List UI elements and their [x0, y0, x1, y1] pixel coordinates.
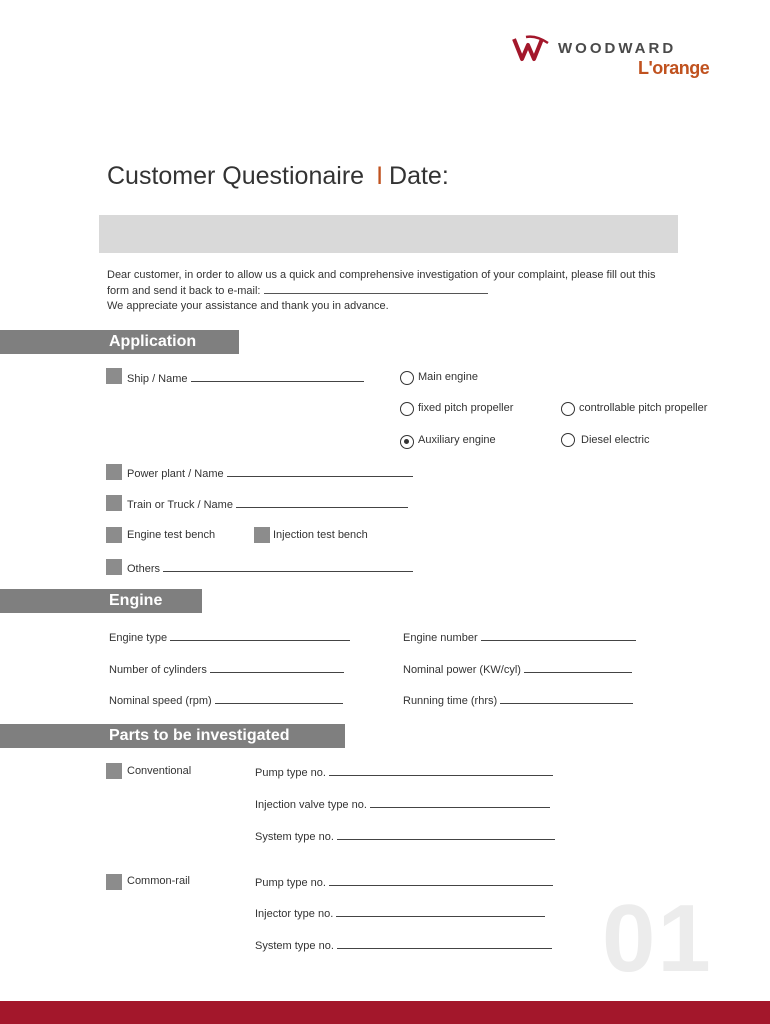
- power-plant-label: Power plant / Name: [127, 468, 224, 480]
- cr-system-field: [255, 938, 552, 952]
- nominal-power-label: Nominal power (KW/cyl): [403, 664, 521, 676]
- others-field: [127, 561, 413, 575]
- controllable-pitch-label: controllable pitch propeller: [579, 402, 708, 414]
- engine-test-bench-label: Engine test bench: [127, 529, 216, 541]
- cr-system-label: System type no.: [255, 940, 334, 952]
- running-time-input[interactable]: [500, 693, 633, 704]
- cylinders-input[interactable]: [210, 662, 344, 673]
- engine-type-input[interactable]: [170, 630, 350, 641]
- footer-band: [0, 1001, 770, 1024]
- conv-system-field: [255, 829, 555, 843]
- train-truck-input[interactable]: [236, 497, 408, 508]
- brand-sub: L'orange: [638, 58, 710, 78]
- title-text: Customer Questionaire: [107, 162, 365, 190]
- ship-name-label: Ship / Name: [127, 373, 188, 385]
- diesel-electric-label: Diesel electric: [581, 434, 650, 446]
- date-label: Date:: [389, 162, 449, 190]
- train-truck-checkbox[interactable]: [106, 495, 122, 511]
- engine-number-field: [403, 630, 636, 644]
- power-plant-field: [127, 466, 413, 480]
- train-truck-label: Train or Truck / Name: [127, 499, 233, 511]
- common-rail-checkbox[interactable]: [106, 874, 122, 890]
- nominal-speed-field: [109, 693, 343, 707]
- main-engine-label: Main engine: [418, 371, 478, 383]
- nominal-power-input[interactable]: [524, 662, 632, 673]
- radio-controllable-pitch[interactable]: [561, 402, 575, 416]
- cr-injector-label: Injector type no.: [255, 908, 334, 920]
- intro-text: [107, 268, 737, 314]
- radio-fixed-pitch[interactable]: [400, 402, 414, 416]
- conv-injection-valve-field: [255, 797, 550, 811]
- conv-injection-valve-label: Injection valve type no.: [255, 799, 367, 811]
- engine-number-input[interactable]: [481, 630, 636, 641]
- section-parts: Parts to be investigated: [0, 724, 345, 748]
- nominal-speed-label: Nominal speed (rpm): [109, 695, 212, 707]
- title-separator: I: [376, 162, 384, 190]
- conv-pump-field: [255, 765, 553, 779]
- cylinders-field: [109, 662, 344, 676]
- cr-injector-field: [255, 906, 545, 920]
- others-label: Others: [127, 563, 161, 575]
- date-input[interactable]: [99, 215, 678, 253]
- fixed-pitch-label: fixed pitch propeller: [418, 402, 514, 414]
- cr-system-input[interactable]: [337, 938, 552, 949]
- cr-pump-field: [255, 875, 553, 889]
- radio-main-engine[interactable]: [400, 371, 414, 385]
- running-time-label: Running time (rhrs): [403, 695, 498, 707]
- engine-type-label: Engine type: [109, 632, 168, 644]
- conventional-checkbox[interactable]: [106, 763, 122, 779]
- cr-pump-label: Pump type no.: [255, 877, 326, 889]
- conv-system-input[interactable]: [337, 829, 555, 840]
- injection-test-bench-label: Injection test bench: [273, 529, 368, 541]
- common-rail-label: Common-rail: [127, 875, 190, 887]
- injection-test-bench-checkbox[interactable]: [254, 527, 270, 543]
- conv-injection-valve-input[interactable]: [370, 797, 550, 808]
- intro-line-3: We appreciate your assistance and thank you in advance.: [107, 300, 389, 312]
- others-checkbox[interactable]: [106, 559, 122, 575]
- conventional-label: Conventional: [127, 765, 192, 777]
- woodward-w-icon: [512, 35, 552, 63]
- ship-checkbox[interactable]: [106, 368, 122, 384]
- cr-pump-input[interactable]: [329, 875, 553, 886]
- auxiliary-engine-label: Auxiliary engine: [418, 434, 496, 446]
- cylinders-label: Number of cylinders: [109, 664, 207, 676]
- page-number: 01: [602, 885, 713, 992]
- intro-line-1: Dear customer, in order to allow us a quick and comprehensive investigation of your complaint, please fill out this: [107, 269, 656, 281]
- running-time-field: [403, 693, 633, 707]
- train-truck-field: [127, 497, 408, 511]
- brand-name: WOODWARD: [558, 40, 677, 57]
- nominal-speed-input[interactable]: [215, 693, 343, 704]
- cr-injector-input[interactable]: [336, 906, 545, 917]
- engine-test-bench-checkbox[interactable]: [106, 527, 122, 543]
- power-plant-input[interactable]: [227, 466, 413, 477]
- radio-auxiliary-engine[interactable]: [400, 435, 414, 449]
- engine-type-field: [109, 630, 350, 644]
- ship-name-input[interactable]: [191, 371, 364, 382]
- engine-number-label: Engine number: [403, 632, 478, 644]
- section-application: Application: [0, 330, 239, 354]
- section-engine: Engine: [0, 589, 202, 613]
- power-plant-checkbox[interactable]: [106, 464, 122, 480]
- email-field[interactable]: [264, 283, 488, 294]
- conv-pump-input[interactable]: [329, 765, 553, 776]
- radio-diesel-electric[interactable]: [561, 433, 575, 447]
- intro-line-2: [107, 283, 737, 299]
- intro-email-label: form and send it back to e-mail:: [107, 285, 261, 297]
- conv-system-label: System type no.: [255, 831, 334, 843]
- ship-name-field: [127, 371, 364, 385]
- page-title: [107, 162, 449, 191]
- others-input[interactable]: [163, 561, 413, 572]
- conv-pump-label: Pump type no.: [255, 767, 326, 779]
- nominal-power-field: [403, 662, 632, 676]
